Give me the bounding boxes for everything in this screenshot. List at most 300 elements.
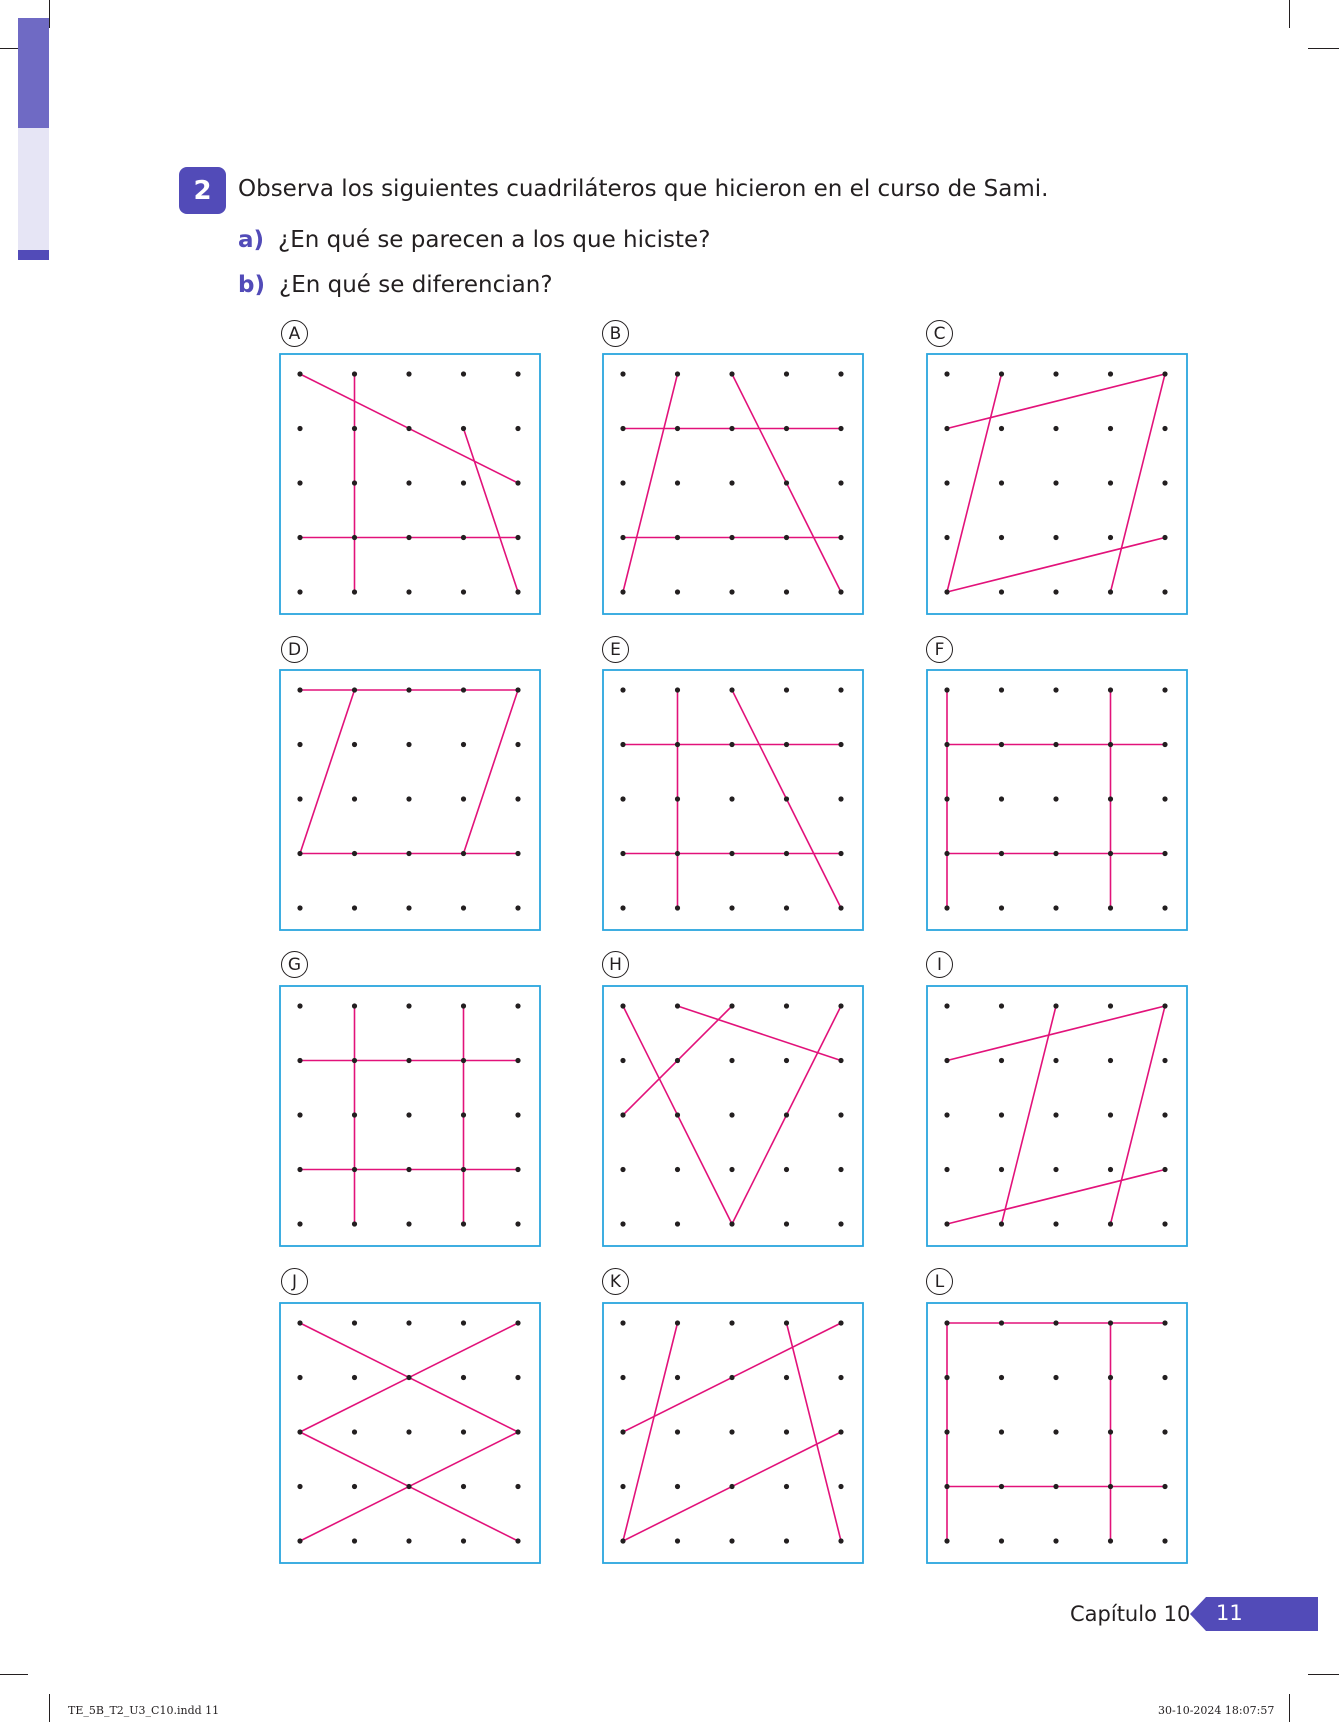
peg-dot: [784, 1167, 789, 1172]
peg-dot: [838, 589, 843, 594]
figure-label: F: [926, 636, 953, 663]
peg-dot: [675, 1003, 680, 1008]
peg-dot: [1162, 1167, 1167, 1172]
peg-dot: [1162, 1375, 1167, 1380]
peg-dot: [675, 1058, 680, 1063]
peg-dot: [838, 687, 843, 692]
peg-dot: [1053, 851, 1058, 856]
peg-dot: [620, 371, 625, 376]
peg-dot: [1108, 1375, 1113, 1380]
peg-dot: [999, 687, 1004, 692]
peg-dot: [297, 535, 302, 540]
peg-dot: [729, 1538, 734, 1543]
peg-dot: [729, 589, 734, 594]
geoboard: [279, 353, 541, 615]
peg-dot: [352, 1221, 357, 1226]
geoboard: [279, 985, 541, 1247]
peg-dot: [999, 1538, 1004, 1543]
page-number-tab: [1190, 1597, 1318, 1631]
peg-dot: [729, 1429, 734, 1434]
peg-dot: [461, 1484, 466, 1489]
peg-dot: [838, 1538, 843, 1543]
peg-dot: [297, 905, 302, 910]
peg-dot: [297, 589, 302, 594]
crop-mark: [1308, 48, 1339, 49]
peg-dot: [1108, 1112, 1113, 1117]
peg-dot: [406, 1003, 411, 1008]
rubber-band-line: [464, 429, 519, 593]
peg-dot: [461, 796, 466, 801]
peg-dot: [620, 1538, 625, 1543]
peg-dot: [838, 1375, 843, 1380]
peg-dot: [620, 1058, 625, 1063]
peg-dot: [352, 1058, 357, 1063]
peg-dot: [838, 742, 843, 747]
peg-dot: [406, 687, 411, 692]
peg-dot: [784, 1375, 789, 1380]
peg-dot: [675, 1167, 680, 1172]
peg-dot: [461, 480, 466, 485]
peg-dot: [352, 589, 357, 594]
peg-dot: [729, 1003, 734, 1008]
peg-dot: [461, 687, 466, 692]
peg-dot: [515, 1375, 520, 1380]
peg-dot: [461, 1167, 466, 1172]
peg-dot: [999, 1003, 1004, 1008]
peg-dot: [675, 1484, 680, 1489]
rubber-band-line: [787, 1323, 842, 1541]
peg-dot: [352, 1320, 357, 1325]
peg-dot: [1053, 1375, 1058, 1380]
peg-dot: [1108, 905, 1113, 910]
rubber-band-line: [678, 1006, 842, 1061]
figure-label: E: [602, 636, 629, 663]
peg-dot: [515, 1429, 520, 1434]
peg-dot: [620, 742, 625, 747]
peg-dot: [675, 1429, 680, 1434]
peg-dot: [1108, 1003, 1113, 1008]
peg-dot: [620, 1320, 625, 1325]
peg-dot: [784, 589, 789, 594]
peg-dot: [1108, 535, 1113, 540]
crop-mark: [1289, 1694, 1290, 1722]
peg-dot: [352, 851, 357, 856]
peg-dot: [461, 1429, 466, 1434]
peg-dot: [675, 426, 680, 431]
peg-dot: [352, 742, 357, 747]
peg-dot: [620, 426, 625, 431]
peg-dot: [461, 905, 466, 910]
rubber-band-line: [623, 374, 678, 592]
peg-dot: [297, 1484, 302, 1489]
geoboard: [602, 985, 864, 1247]
page-number: 11: [1216, 1601, 1243, 1625]
peg-dot: [838, 1167, 843, 1172]
peg-dot: [515, 371, 520, 376]
geoboard: [602, 1302, 864, 1564]
peg-dot: [297, 687, 302, 692]
peg-dot: [729, 1167, 734, 1172]
peg-dot: [406, 1484, 411, 1489]
peg-dot: [461, 371, 466, 376]
peg-dot: [999, 535, 1004, 540]
peg-dot: [406, 371, 411, 376]
crop-mark: [1308, 1674, 1339, 1675]
peg-dot: [729, 1112, 734, 1117]
peg-dot: [515, 1058, 520, 1063]
peg-dot: [1053, 1484, 1058, 1489]
peg-dot: [1108, 426, 1113, 431]
peg-dot: [620, 1003, 625, 1008]
peg-dot: [515, 1538, 520, 1543]
geoboard-svg: [926, 1302, 1188, 1564]
peg-dot: [729, 905, 734, 910]
side-tab-dark: [18, 18, 49, 128]
peg-dot: [1108, 796, 1113, 801]
crop-mark: [49, 0, 50, 28]
peg-dot: [515, 426, 520, 431]
peg-dot: [1108, 371, 1113, 376]
peg-dot: [461, 426, 466, 431]
peg-dot: [297, 742, 302, 747]
peg-dot: [1053, 905, 1058, 910]
peg-dot: [675, 480, 680, 485]
peg-dot: [675, 851, 680, 856]
peg-dot: [1108, 480, 1113, 485]
peg-dot: [297, 796, 302, 801]
peg-dot: [999, 1221, 1004, 1226]
geoboard-svg: [279, 1302, 541, 1564]
peg-dot: [944, 1003, 949, 1008]
peg-dot: [1108, 742, 1113, 747]
peg-dot: [784, 1221, 789, 1226]
figure-label: H: [602, 951, 629, 978]
peg-dot: [297, 1538, 302, 1543]
peg-dot: [1053, 1003, 1058, 1008]
rubber-band-line: [947, 374, 1165, 429]
figure-label: A: [281, 320, 308, 347]
peg-dot: [944, 535, 949, 540]
peg-dot: [784, 1484, 789, 1489]
peg-dot: [297, 371, 302, 376]
peg-dot: [352, 687, 357, 692]
peg-dot: [784, 1058, 789, 1063]
peg-dot: [406, 535, 411, 540]
peg-dot: [406, 1538, 411, 1543]
peg-dot: [999, 1167, 1004, 1172]
peg-dot: [406, 589, 411, 594]
peg-dot: [838, 1112, 843, 1117]
peg-dot: [297, 1167, 302, 1172]
peg-dot: [1108, 1058, 1113, 1063]
peg-dot: [406, 426, 411, 431]
peg-dot: [675, 371, 680, 376]
peg-dot: [675, 1375, 680, 1380]
peg-dot: [515, 851, 520, 856]
peg-dot: [729, 796, 734, 801]
peg-dot: [1162, 1003, 1167, 1008]
peg-dot: [461, 1003, 466, 1008]
figure-label: J: [281, 1268, 308, 1295]
peg-dot: [1162, 851, 1167, 856]
peg-dot: [515, 1484, 520, 1489]
peg-dot: [944, 1484, 949, 1489]
peg-dot: [620, 1167, 625, 1172]
peg-dot: [406, 1320, 411, 1325]
peg-dot: [1053, 1112, 1058, 1117]
geoboard: [926, 669, 1188, 931]
sub-question-label: a): [238, 227, 265, 253]
peg-dot: [1108, 1320, 1113, 1325]
peg-dot: [838, 1320, 843, 1325]
figure-label: C: [926, 320, 953, 347]
peg-dot: [620, 589, 625, 594]
peg-dot: [1053, 742, 1058, 747]
rubber-band-line: [947, 1006, 1165, 1061]
peg-dot: [729, 1320, 734, 1325]
peg-dot: [352, 796, 357, 801]
peg-dot: [515, 1003, 520, 1008]
peg-dot: [944, 905, 949, 910]
peg-dot: [729, 535, 734, 540]
peg-dot: [406, 905, 411, 910]
peg-dot: [297, 1058, 302, 1063]
peg-dot: [406, 480, 411, 485]
peg-dot: [944, 687, 949, 692]
peg-dot: [944, 1221, 949, 1226]
peg-dot: [1053, 480, 1058, 485]
peg-dot: [675, 742, 680, 747]
peg-dot: [461, 1538, 466, 1543]
peg-dot: [944, 1429, 949, 1434]
figure-label: G: [281, 951, 308, 978]
peg-dot: [406, 1112, 411, 1117]
geoboard-svg: [279, 985, 541, 1247]
peg-dot: [1162, 1058, 1167, 1063]
peg-dot: [1053, 535, 1058, 540]
peg-dot: [784, 480, 789, 485]
exercise-number: 2: [193, 175, 212, 206]
rubber-band-line: [464, 690, 519, 854]
peg-dot: [620, 1375, 625, 1380]
chapter-label: Capítulo 10: [1070, 1602, 1191, 1626]
peg-dot: [297, 480, 302, 485]
peg-dot: [944, 480, 949, 485]
sub-question-a: [238, 227, 710, 253]
figure-label: B: [602, 320, 629, 347]
rubber-band-line: [947, 1170, 1165, 1225]
peg-dot: [515, 1112, 520, 1117]
peg-dot: [838, 371, 843, 376]
peg-dot: [352, 480, 357, 485]
peg-dot: [838, 796, 843, 801]
crop-mark: [1289, 0, 1290, 28]
peg-dot: [784, 687, 789, 692]
slug-timestamp: 30-10-2024 18:07:57: [1158, 1704, 1275, 1717]
peg-dot: [1162, 480, 1167, 485]
peg-dot: [461, 742, 466, 747]
peg-dot: [999, 1058, 1004, 1063]
peg-dot: [461, 1058, 466, 1063]
peg-dot: [620, 1429, 625, 1434]
peg-dot: [784, 426, 789, 431]
peg-dot: [1053, 1429, 1058, 1434]
peg-dot: [1053, 1538, 1058, 1543]
peg-dot: [999, 480, 1004, 485]
peg-dot: [297, 1429, 302, 1434]
peg-dot: [297, 1375, 302, 1380]
peg-dot: [297, 1221, 302, 1226]
peg-dot: [1162, 687, 1167, 692]
exercise-number-badge: [179, 167, 226, 214]
crop-mark: [0, 1674, 28, 1675]
peg-dot: [1108, 1221, 1113, 1226]
peg-dot: [1053, 687, 1058, 692]
peg-dot: [784, 851, 789, 856]
geoboard-svg: [926, 353, 1188, 615]
peg-dot: [515, 535, 520, 540]
peg-dot: [838, 1221, 843, 1226]
figure-label: K: [602, 1268, 629, 1295]
peg-dot: [784, 1429, 789, 1434]
peg-dot: [784, 1320, 789, 1325]
peg-dot: [1053, 371, 1058, 376]
sub-question-label: b): [238, 272, 265, 298]
peg-dot: [999, 1484, 1004, 1489]
peg-dot: [1162, 535, 1167, 540]
geoboard-svg: [926, 985, 1188, 1247]
peg-dot: [944, 1538, 949, 1543]
peg-dot: [999, 796, 1004, 801]
geoboard: [602, 353, 864, 615]
peg-dot: [944, 1375, 949, 1380]
peg-dot: [352, 905, 357, 910]
rubber-band-line: [1111, 374, 1166, 592]
peg-dot: [944, 1320, 949, 1325]
peg-dot: [1162, 1112, 1167, 1117]
peg-dot: [1162, 426, 1167, 431]
rubber-band-line: [947, 538, 1165, 593]
peg-dot: [352, 1112, 357, 1117]
peg-dot: [406, 796, 411, 801]
peg-dot: [515, 1221, 520, 1226]
peg-dot: [729, 1221, 734, 1226]
side-tab-light: [18, 128, 49, 250]
peg-dot: [352, 1538, 357, 1543]
geoboard-svg: [602, 1302, 864, 1564]
peg-dot: [999, 1320, 1004, 1325]
peg-dot: [515, 1167, 520, 1172]
peg-dot: [729, 1058, 734, 1063]
peg-dot: [838, 480, 843, 485]
geoboard: [926, 353, 1188, 615]
peg-dot: [999, 426, 1004, 431]
peg-dot: [784, 905, 789, 910]
geoboard: [602, 669, 864, 931]
peg-dot: [729, 371, 734, 376]
peg-dot: [784, 1003, 789, 1008]
rubber-band-line: [1002, 1006, 1057, 1224]
peg-dot: [1108, 851, 1113, 856]
peg-dot: [620, 1221, 625, 1226]
peg-dot: [944, 1167, 949, 1172]
peg-dot: [1053, 796, 1058, 801]
peg-dot: [352, 1167, 357, 1172]
geoboard-svg: [279, 353, 541, 615]
peg-dot: [515, 480, 520, 485]
rubber-band-line: [300, 690, 355, 854]
peg-dot: [297, 1112, 302, 1117]
peg-dot: [1108, 1429, 1113, 1434]
peg-dot: [620, 1484, 625, 1489]
geoboard: [926, 985, 1188, 1247]
peg-dot: [944, 371, 949, 376]
peg-dot: [999, 371, 1004, 376]
peg-dot: [297, 1003, 302, 1008]
peg-dot: [352, 1375, 357, 1380]
peg-dot: [784, 535, 789, 540]
peg-dot: [1108, 589, 1113, 594]
peg-dot: [675, 796, 680, 801]
geoboard-svg: [602, 353, 864, 615]
peg-dot: [1053, 426, 1058, 431]
peg-dot: [944, 796, 949, 801]
peg-dot: [729, 851, 734, 856]
peg-dot: [461, 1320, 466, 1325]
peg-dot: [352, 535, 357, 540]
peg-dot: [1162, 905, 1167, 910]
peg-dot: [297, 426, 302, 431]
peg-dot: [352, 1003, 357, 1008]
peg-dot: [838, 1058, 843, 1063]
peg-dot: [620, 796, 625, 801]
peg-dot: [1053, 1058, 1058, 1063]
peg-dot: [729, 742, 734, 747]
peg-dot: [838, 851, 843, 856]
exercise-question: Observa los siguientes cuadriláteros que hicieron en el curso de Sami.: [238, 176, 1049, 202]
peg-dot: [999, 851, 1004, 856]
peg-dot: [838, 1484, 843, 1489]
peg-dot: [406, 1429, 411, 1434]
peg-dot: [675, 1320, 680, 1325]
peg-dot: [406, 1375, 411, 1380]
peg-dot: [999, 1375, 1004, 1380]
geoboard: [279, 669, 541, 931]
geoboard-svg: [926, 669, 1188, 931]
peg-dot: [461, 535, 466, 540]
crop-mark: [49, 1694, 50, 1722]
peg-dot: [352, 426, 357, 431]
peg-dot: [675, 1538, 680, 1543]
peg-dot: [515, 1320, 520, 1325]
peg-dot: [352, 371, 357, 376]
peg-dot: [1053, 1320, 1058, 1325]
peg-dot: [784, 796, 789, 801]
geoboard: [926, 1302, 1188, 1564]
peg-dot: [729, 687, 734, 692]
peg-dot: [1162, 1538, 1167, 1543]
geoboard-svg: [279, 669, 541, 931]
peg-dot: [1162, 742, 1167, 747]
side-tab-bar: [18, 250, 49, 260]
peg-dot: [999, 1429, 1004, 1434]
peg-dot: [515, 589, 520, 594]
peg-dot: [620, 535, 625, 540]
peg-dot: [944, 1058, 949, 1063]
peg-dot: [999, 742, 1004, 747]
peg-dot: [729, 480, 734, 485]
peg-dot: [461, 851, 466, 856]
